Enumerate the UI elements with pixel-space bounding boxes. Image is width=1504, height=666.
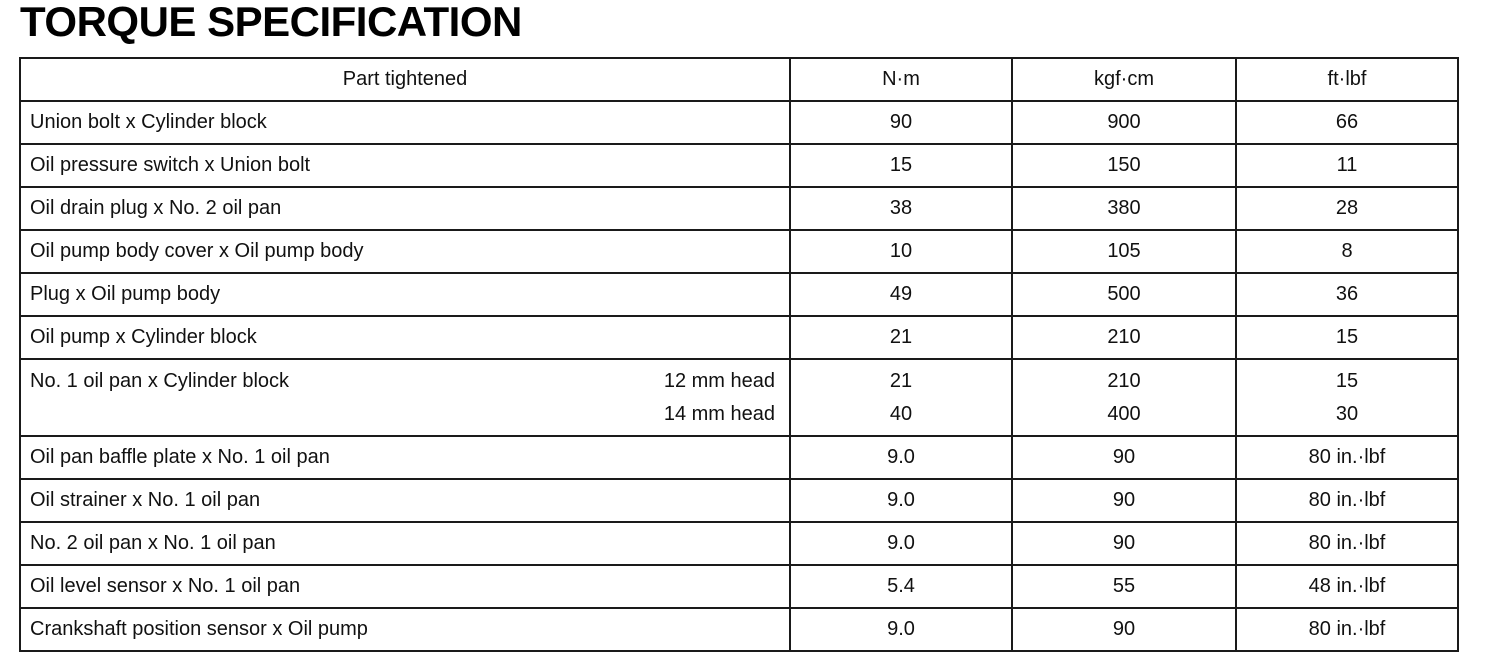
kgfcm-value: 400 (1107, 402, 1141, 425)
table-row (20, 316, 1458, 359)
ftlbf-cell: 15 (1236, 316, 1458, 359)
table-header-row (20, 58, 1458, 101)
table-row (20, 436, 1458, 479)
nm-value: 40 (889, 402, 913, 425)
head-size-label: 12 mm head (663, 369, 775, 392)
part-cell: Union bolt x Cylinder block (20, 101, 790, 144)
ftlbf-value: 15 (1335, 369, 1359, 392)
nm-cell: 9.0 (790, 479, 1012, 522)
kgfcm-cell: 210 (1012, 316, 1236, 359)
part-cell: Oil level sensor x No. 1 oil pan (20, 565, 790, 608)
kgfcm-cell: 90 (1012, 608, 1236, 651)
split-part-label: No. 1 oil pan x Cylinder block (30, 369, 290, 392)
nm-cell: 21 (790, 316, 1012, 359)
kgfcm-cell: 90 (1012, 436, 1236, 479)
part-cell: Oil drain plug x No. 2 oil pan (20, 187, 790, 230)
page-title: TORQUE SPECIFICATION (20, 0, 522, 45)
ftlbf-cell-split (1236, 359, 1458, 436)
nm-cell: 15 (790, 144, 1012, 187)
part-cell: Oil strainer x No. 1 oil pan (20, 479, 790, 522)
nm-cell: 9.0 (790, 608, 1012, 651)
kgfcm-cell: 900 (1012, 101, 1236, 144)
nm-cell-split (790, 359, 1012, 436)
table-row (20, 565, 1458, 608)
nm-cell: 10 (790, 230, 1012, 273)
kgfcm-cell-split (1012, 359, 1236, 436)
torque-spec-table (19, 57, 1459, 652)
part-cell: Oil pressure switch x Union bolt (20, 144, 790, 187)
nm-cell: 9.0 (790, 522, 1012, 565)
part-cell: Plug x Oil pump body (20, 273, 790, 316)
kgfcm-cell: 90 (1012, 522, 1236, 565)
nm-cell: 49 (790, 273, 1012, 316)
table-row (20, 101, 1458, 144)
ftlbf-cell: 80 in.·lbf (1236, 479, 1458, 522)
ftlbf-cell: 36 (1236, 273, 1458, 316)
ftlbf-cell: 48 in.·lbf (1236, 565, 1458, 608)
nm-cell: 38 (790, 187, 1012, 230)
kgfcm-cell: 150 (1012, 144, 1236, 187)
head-size-label: 14 mm head (663, 402, 775, 425)
table-row (20, 273, 1458, 316)
kgfcm-value: 210 (1107, 369, 1141, 392)
table-row (20, 608, 1458, 651)
nm-value: 21 (889, 369, 913, 392)
nm-cell: 9.0 (790, 436, 1012, 479)
ftlbf-cell: 80 in.·lbf (1236, 608, 1458, 651)
kgfcm-cell: 500 (1012, 273, 1236, 316)
table-row (20, 144, 1458, 187)
part-cell: Crankshaft position sensor x Oil pump (20, 608, 790, 651)
sub-row-12mm (30, 365, 789, 398)
part-cell-split (20, 359, 790, 436)
nm-cell: 5.4 (790, 565, 1012, 608)
ftlbf-cell: 8 (1236, 230, 1458, 273)
header-part-tightened: Part tightened (20, 58, 790, 101)
kgfcm-cell: 380 (1012, 187, 1236, 230)
table-row (20, 479, 1458, 522)
table-row (20, 187, 1458, 230)
nm-cell: 90 (790, 101, 1012, 144)
table-row-split (20, 359, 1458, 436)
part-cell: Oil pump body cover x Oil pump body (20, 230, 790, 273)
ftlbf-cell: 28 (1236, 187, 1458, 230)
header-ftlbf: ft·lbf (1236, 58, 1458, 101)
ftlbf-cell: 11 (1236, 144, 1458, 187)
ftlbf-cell: 80 in.·lbf (1236, 436, 1458, 479)
table-row (20, 230, 1458, 273)
table-row (20, 522, 1458, 565)
part-cell: Oil pump x Cylinder block (20, 316, 790, 359)
ftlbf-value: 30 (1335, 402, 1359, 425)
kgfcm-cell: 90 (1012, 479, 1236, 522)
part-cell: No. 2 oil pan x No. 1 oil pan (20, 522, 790, 565)
ftlbf-cell: 80 in.·lbf (1236, 522, 1458, 565)
header-kgfcm: kgf·cm (1012, 58, 1236, 101)
header-nm: N·m (790, 58, 1012, 101)
ftlbf-cell: 66 (1236, 101, 1458, 144)
kgfcm-cell: 55 (1012, 565, 1236, 608)
sub-row-14mm (30, 398, 789, 431)
part-cell: Oil pan baffle plate x No. 1 oil pan (20, 436, 790, 479)
kgfcm-cell: 105 (1012, 230, 1236, 273)
